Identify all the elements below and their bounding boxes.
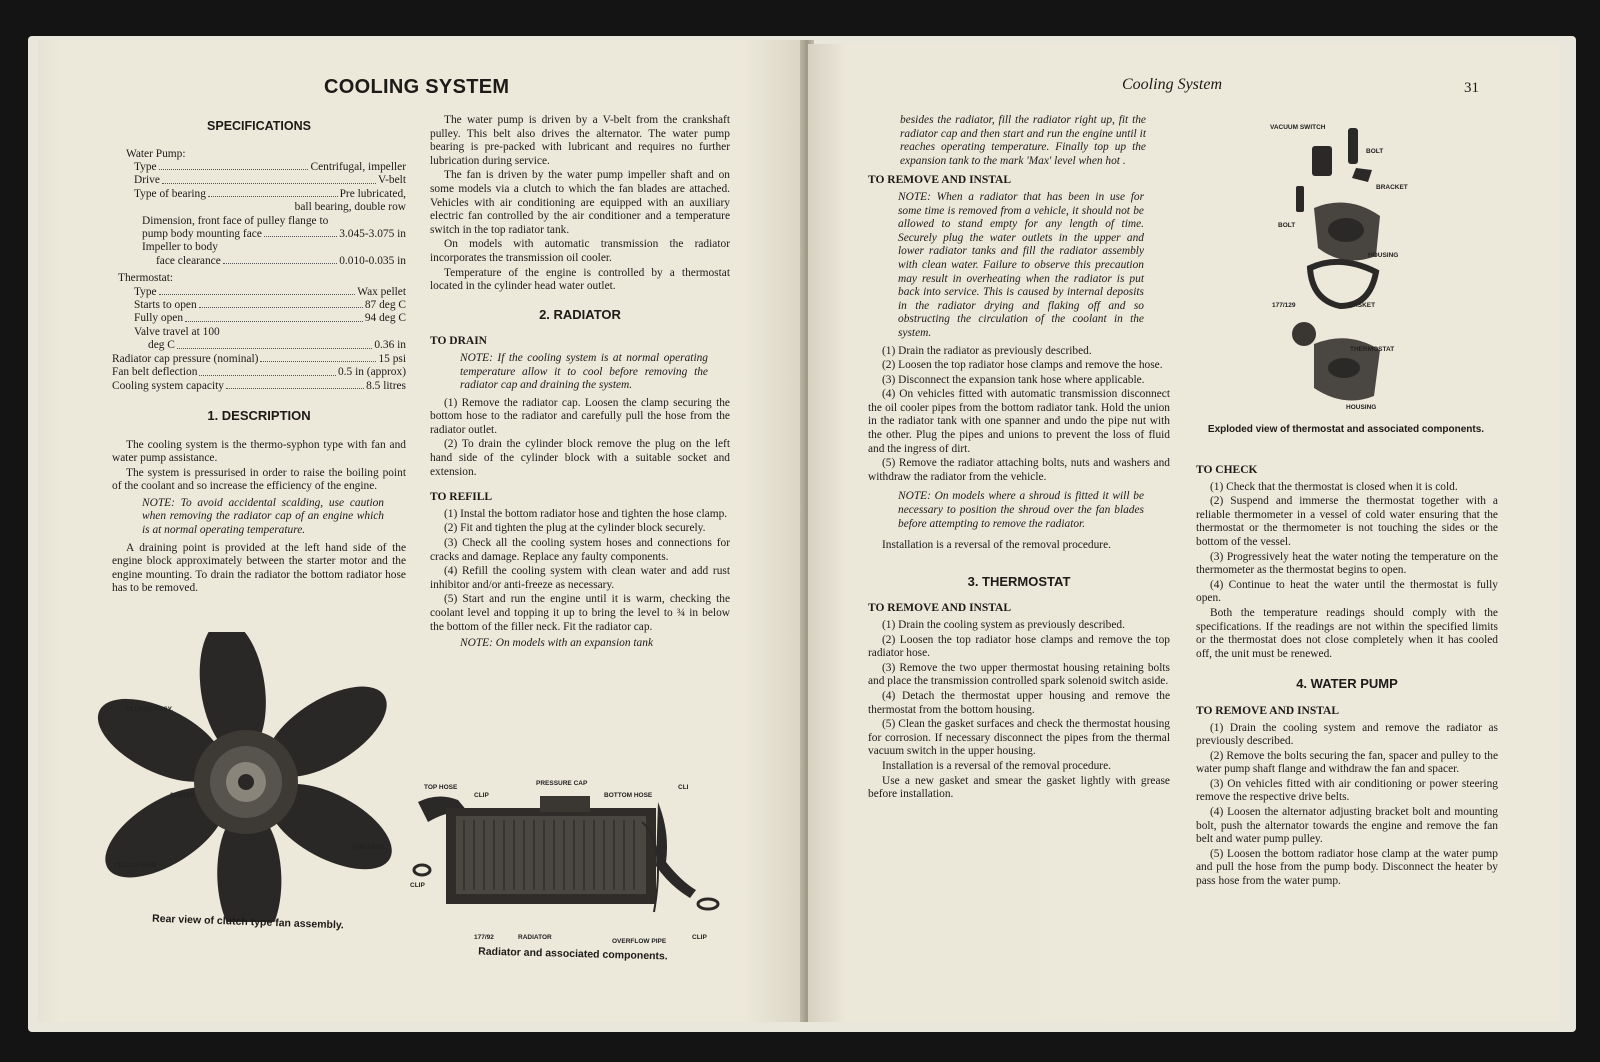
paragraph: (2) Fit and tighten the plug at the cylinder block securely. (444, 522, 706, 535)
paragraph: The water pump is driven by a V-belt from the crankshaft pulley. This belt also drives the alternator. The water pump bearing is pre-packed with lubricant and requires no further lubrication during service. (430, 114, 730, 167)
spec-row (112, 299, 406, 312)
spec-value: 3.045-3.075 in (339, 228, 406, 241)
spec-water-pump: Water Pump: (126, 147, 186, 160)
paragraph: (4) Refill the cooling system with clean water and add rust inhibitor and/or anti-freeze as necessary. (430, 565, 730, 591)
paragraph: The cooling system is the thermo-syphon type with fan and water pump assistance. (112, 438, 406, 465)
paragraph: On models with automatic transmission the radiator incorporates the transmission oil cooler. (430, 238, 730, 264)
label-fig-no: 177/92 (474, 934, 494, 941)
fan-assembly-figure (96, 632, 396, 922)
spec-value: ball bearing, double row (294, 201, 406, 214)
spec-value: 94 deg C (364, 312, 406, 325)
spec-thermostat: Thermostat: (118, 272, 174, 285)
label-clip: CLIP (410, 882, 425, 889)
note: besides the radiator, fill the radiator right up, fit the radiator cap and then start and run the engine until it reaches operating temperature. Finally top up the expansion tank to the mark 'Max' level when hot . (900, 114, 1146, 167)
spec-row (112, 286, 406, 299)
spec-value: 87 deg C (364, 299, 406, 312)
thermostat-heading: 3. THERMOSTAT (967, 573, 1071, 589)
spec-value: Pre lubricated, (339, 187, 406, 200)
paragraph: (5) Loosen the bottom radiator hose clamp at the water pump and pull the hose from the pump body. Disconnect the heater by pass hose from the water pump. (1196, 847, 1498, 888)
left-column-2 (430, 114, 730, 655)
paragraph: (1) Drain the radiator as previously described. (882, 344, 1092, 357)
left-page (38, 40, 806, 1022)
to-drain-heading: TO DRAIN (430, 335, 487, 348)
to-remove-heading: TO REMOVE AND INSTAL (868, 602, 1012, 615)
paragraph: (1) Drain the cooling system and remove the radiator as previously described. (1196, 721, 1498, 748)
radiator-figure-caption: Radiator and associated components. (478, 945, 668, 963)
paragraph: (4) On vehicles fitted with automatic transmission disconnect the oil cooler pipes from the bottom radiator tank. Hold the union in the radiator tank with one spanner and undo the pipe nut with the other. Plug the pipes and unions to prevent the loss of fluid and the ingress of dirt. (868, 388, 1170, 455)
spec-label: Dimension, front face of pulley flange to (142, 214, 329, 227)
spec-label: Impeller to body (142, 241, 218, 254)
spec-label: Type (134, 285, 157, 298)
note: NOTE: On models with an expansion tank (460, 637, 653, 650)
thermostat-figure-caption: Exploded view of thermostat and associated components. (1207, 424, 1485, 435)
label-clutch-assy: CLUTCH ASSY. (126, 706, 174, 713)
paragraph: (1) Instal the bottom radiator hose and tighten the hose clamp. (444, 507, 728, 520)
label-vacuum-switch: VACUUM SWITCH (1270, 124, 1326, 131)
paragraph: Use a new gasket and smear the gasket lightly with grease before installation. (868, 774, 1170, 801)
spec-label: Starts to open (134, 299, 197, 312)
chapter-title: COOLING SYSTEM (324, 76, 510, 98)
paragraph: Installation is a reversal of the removal procedure. (882, 759, 1111, 772)
note: NOTE: When a radiator that has been in use for some time is removed from a vehicle, it should not be allowed to stand empty for any length of time. Securely plug the water outlets in the upper and lower radiator tanks and fill the radiator assembly with clean water. Failure to observe this precaution may result in overheating when the radiator is put back into service. This is caused by internal deposits in the radiator drying and flaking off and so obstructing the circulation of the coolant in the system. (898, 190, 1144, 339)
paragraph: (1) Drain the cooling system as previously described. (882, 619, 1125, 631)
spec-row (112, 339, 406, 352)
spec-label: Radiator cap pressure (nominal) (112, 352, 259, 365)
spec-value: Wax pellet (357, 285, 406, 298)
note: NOTE: If the cooling system is at normal operating temperature allow it to cool before removing the radiator cap and draining the system. (460, 351, 708, 392)
paragraph: (5) Start and run the engine until it is warm, checking the coolant level and topping it up to bring the level to ¾ in below the bottom of the filler neck. Fit the radiator cap. (430, 593, 730, 633)
radiator-figure (408, 762, 728, 945)
description-heading: 1. DESCRIPTION (207, 407, 311, 423)
label-housing: HOUSING (1346, 404, 1377, 411)
paragraph: (3) Remove the two upper thermostat housing retaining bolts and place the transmission controlled spark solenoid switch aside. (868, 661, 1170, 688)
label-pressure-cap: PRESSURE CAP (536, 780, 588, 787)
paragraph: (3) Check all the cooling system hoses and connections for cracks and damage. Replace any faulty components. (430, 537, 730, 563)
label-clutch-hub: CLUTCH HUB (114, 862, 157, 869)
spec-value: Centrifugal, impeller (310, 161, 406, 173)
label-fig-no: 177/129 (1272, 302, 1296, 309)
spec-label: Type (134, 161, 157, 173)
running-header: Cooling System (1122, 76, 1222, 93)
right-page (808, 44, 1560, 1022)
paragraph: (1) Remove the radiator cap. Loosen the clamp securing the bottom hose to the radiator and carefully pull the hose from the radiator outlet. (430, 396, 730, 436)
spec-row (112, 228, 406, 241)
spec-label: Drive (134, 174, 160, 187)
paragraph: (5) Clean the gasket surfaces and check the thermostat housing for corrosion. If necessary disconnect the pipes from the thermal vacuum switch in the upper housing. (868, 718, 1170, 758)
paragraph: (3) On vehicles fitted with air conditioning or power steering remove the respective drive belts. (1196, 777, 1498, 804)
fan-figure-caption: Rear view of clutch type fan assembly. (151, 912, 345, 932)
paragraph: (2) Loosen the top radiator hose clamps and remove the top radiator hose. (868, 633, 1170, 660)
spec-label: Fan belt deflection (112, 366, 198, 379)
label-gasket: GASKET (1348, 302, 1376, 309)
spec-value: 15 psi (378, 352, 406, 365)
to-refill-heading: TO REFILL (430, 491, 493, 504)
spec-row (112, 255, 406, 268)
thermostat-figure (1248, 118, 1488, 418)
spec-row (112, 188, 406, 201)
fan-illustration (96, 632, 396, 922)
paragraph: Both the temperature readings should comply with the specifications. If the readings are not within the specified limits or the thermostat does not close completely when it has cooled off, the unit must be renewed. (1196, 606, 1498, 660)
label-radiator: RADIATOR (518, 934, 552, 941)
to-remove-heading: TO REMOVE AND INSTAL (1196, 704, 1340, 717)
paragraph: (5) Remove the radiator attaching bolts, nuts and washers and withdraw the radiator from the vehicle. (868, 457, 1170, 483)
paragraph: (2) Suspend and immerse the thermostat together with a reliable thermometer in a vessel of cold water ensuring that the thermostat or the thermometer is not touching the sides or the bottom of the vessel. (1196, 495, 1498, 548)
right-column-2 (1196, 456, 1498, 890)
spec-row (112, 174, 406, 187)
paragraph: The fan is driven by the water pump impeller shaft and on some models via a clutch to which the fan blades are attached. Vehicles with air conditioning are equipped with an auxiliary electric fan controlled by the air conditioner and a temperature switch in the top radiator tank. (430, 169, 730, 236)
thermostat-illustration (1248, 118, 1488, 418)
spec-label: Cooling system capacity (112, 379, 224, 392)
note: NOTE: On models where a shroud is fitted it will be necessary to position the shroud over the fan blades before attempting to remove the radiator. (898, 490, 1144, 530)
paragraph: Temperature of the engine is controlled by a thermostat located in the cylinder head water outlet. (430, 266, 730, 293)
specifications-list (112, 148, 406, 393)
paragraph: (2) Remove the bolts securing the fan, spacer and pulley to the water pump shaft flange and withdraw the fan and spacer. (1196, 749, 1498, 776)
paragraph: (2) Loosen the top radiator hose clamps and remove the hose. (882, 359, 1163, 372)
spec-value: 0.5 in (approx) (337, 366, 406, 379)
right-column-1 (868, 114, 1170, 803)
spec-value: 0.010-0.035 in (339, 254, 406, 267)
spec-row (112, 161, 406, 174)
spec-value: 8.5 litres (366, 379, 406, 392)
spec-row (112, 366, 406, 379)
paragraph: (4) Detach the thermostat upper housing and remove the thermostat from the bottom housing. (868, 689, 1170, 716)
label-clip: CLI (678, 784, 689, 791)
label-bottom-hose: BOTTOM HOSE (604, 792, 653, 799)
label-thermostat: THERMOSTAT (1350, 346, 1395, 353)
label-bracket: BRACKET (1376, 184, 1408, 191)
spec-label: deg C (148, 339, 175, 352)
label-bolt: BOLT (1278, 222, 1296, 229)
page-number: 31 (1464, 80, 1479, 96)
label-fig-no: 178/159 (170, 792, 194, 799)
paragraph: The system is pressurised in order to raise the boiling point of the coolant and so increase the efficiency of the engine. (112, 466, 406, 493)
spec-label: Valve travel at 100 (134, 325, 220, 338)
spec-label: pump body mounting face (142, 228, 262, 241)
paragraph: A draining point is provided at the left hand side of the engine block approximately between the starter motor and the engine mounting. To drain the radiator the bottom radiator hose has to be removed. (112, 541, 406, 595)
spec-label: Fully open (134, 312, 184, 325)
label-housing: HOUSING (1368, 252, 1399, 259)
paragraph: (3) Progressively heat the water noting the temperature on the thermometer as the thermostat begins to open. (1196, 550, 1498, 577)
water-pump-heading: 4. WATER PUMP (1296, 676, 1398, 692)
left-column-1 (112, 120, 406, 597)
paragraph: (3) Disconnect the expansion tank hose where applicable. (882, 373, 1145, 386)
to-check-heading: TO CHECK (1196, 464, 1258, 476)
spec-value: V-belt (377, 174, 406, 187)
spec-label: face clearance (156, 254, 221, 267)
label-bolt: BOLT (1366, 148, 1384, 155)
label-overflow-pipe: OVERFLOW PIPE (612, 938, 667, 945)
label-fan-assy: FAN ASSY. (352, 844, 386, 851)
paragraph: Installation is a reversal of the removal procedure. (882, 539, 1111, 552)
paragraph: (4) Continue to heat the water until the thermostat is fully open. (1196, 578, 1498, 605)
spec-row (112, 312, 406, 325)
spec-row (112, 353, 406, 366)
spec-row (112, 380, 406, 393)
specifications-heading: SPECIFICATIONS (207, 119, 311, 133)
radiator-heading: 2. RADIATOR (539, 306, 621, 322)
label-clip: CLIP (692, 934, 707, 941)
paragraph: (4) Loosen the alternator adjusting bracket bolt and mounting bolt, push the alternator towards the engine and remove the fan belt and water pump pulley. (1196, 806, 1498, 846)
paragraph: (2) To drain the cylinder block remove the plug on the left hand side of the cylinder block with a suitable socket and extension. (430, 438, 730, 478)
label-clip: CLIP (474, 792, 489, 799)
note: NOTE: To avoid accidental scalding, use caution when removing the radiator cap of an engine which is at normal operating temperature. (142, 496, 384, 537)
label-top-hose: TOP HOSE (424, 784, 458, 791)
paragraph: (1) Check that the thermostat is closed when it is cold. (1210, 480, 1458, 493)
spec-value: 0.36 in (374, 339, 406, 352)
spec-label: Type of bearing (134, 187, 206, 200)
to-remove-heading: TO REMOVE AND INSTAL (868, 174, 1012, 187)
